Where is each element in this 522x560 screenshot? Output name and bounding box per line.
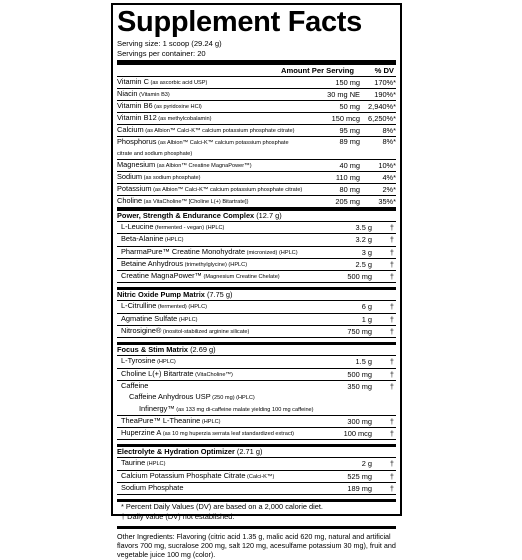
vitamin-row: [117, 113, 396, 125]
amount-header: Amount Per Serving: [281, 66, 354, 75]
ingredient-name-cell: [121, 234, 322, 245]
ingredient-row: [117, 222, 396, 234]
ingredient-name: Caffeine Anhydrous USP: [129, 392, 211, 402]
ingredient-row: [117, 314, 396, 326]
vitamin-note: (as Albion™ Calci-K™ calcium potassium phosphate citrate): [143, 128, 295, 134]
supplement-facts-panel: [111, 3, 402, 559]
ingredient-name-cell: [121, 314, 322, 325]
panel-title: Supplement Facts: [117, 6, 362, 38]
vitamin-name-cell: [117, 77, 304, 88]
vitamin-row: [117, 125, 396, 137]
vitamin-name: Vitamin C: [117, 77, 149, 86]
vitamin-amount: 30 mg NE: [327, 90, 360, 99]
vitamin-amount: 150 mcg: [331, 114, 360, 123]
vitamin-dv: 35%*: [378, 197, 396, 206]
ingredient-note: (HPLC): [177, 316, 198, 323]
ingredient-amount: 6 g: [361, 302, 372, 312]
vitamin-name-cell: [117, 113, 304, 124]
vitamin-row: [117, 89, 396, 101]
ingredient-dv: †: [389, 484, 394, 494]
vitamin-amount: 50 mg: [339, 102, 360, 111]
ingredient-name: L-Citrulline: [121, 301, 157, 311]
ingredient-name: Agmatine Sulfate: [121, 313, 178, 323]
ingredient-name-cell: [121, 247, 322, 258]
ingredient-row: [117, 416, 396, 428]
vitamin-row: [117, 101, 396, 113]
ingredient-dv: †: [389, 314, 394, 324]
vitamin-amount: 150 mg: [335, 78, 360, 87]
ingredient-name-cell: [121, 356, 322, 367]
section-title: [117, 345, 396, 356]
vitamin-row: [117, 172, 396, 184]
ingredient-name-cell: [121, 483, 322, 494]
servings-per-container: Servings per container: 20: [117, 49, 206, 58]
section-title: [117, 211, 396, 222]
vitamin-name: Phosphorus: [117, 137, 157, 146]
ingredient-note: (fermented - vegan) (HPLC): [153, 225, 225, 231]
ingredient-note: (HPLC): [200, 418, 221, 425]
ingredient-dv: †: [389, 459, 394, 469]
dv-header: % DV: [374, 66, 394, 75]
ingredient-dv: †: [389, 327, 394, 337]
vitamin-dv: 6,250%*: [368, 114, 396, 123]
ingredient-note: (Magnesium Creatine Chelate): [201, 274, 280, 281]
ingredient-name-cell: [121, 381, 322, 392]
ingredient-dv: †: [389, 235, 394, 245]
ingredient-name: Calcium Potassium Phosphate Citrate: [121, 470, 246, 480]
vitamin-note: (as methylcobalamin): [156, 116, 212, 122]
ingredient-name-cell: [121, 301, 322, 312]
ingredient-dv: †: [389, 223, 394, 232]
ingredient-name-cell: [121, 222, 322, 233]
ingredient-dv: †: [389, 357, 394, 367]
ingredient-amount: 1 g: [361, 314, 372, 324]
vitamin-name-cell: [117, 196, 304, 207]
ingredient-dv: †: [389, 302, 394, 312]
ingredient-amount: 525 mg: [347, 471, 372, 481]
vitamin-amount: 40 mg: [339, 161, 360, 170]
ingredient-name-cell: [121, 458, 322, 469]
ingredient-amount: 100 mcg: [343, 429, 372, 439]
ingredient-row: [117, 381, 396, 392]
vitamin-note: (as Albion™ Calci-K™ calcium potassium phosphate citrate and sodium phosphate): [117, 140, 289, 157]
ingredient-note: (Calci-K™): [245, 473, 275, 480]
vitamin-note: (Vitamin B3): [137, 92, 170, 98]
ingredient-name: Choline L(+) Bitartrate: [121, 368, 194, 378]
section-name: Power, Strength & Endurance Complex: [117, 211, 255, 220]
ingredient-note: (trimethylglycine) (HPLC): [183, 261, 248, 268]
vitamin-name: Magnesium: [117, 160, 156, 169]
vitamin-list: [117, 77, 396, 208]
ingredient-row: [117, 326, 396, 338]
serving-size: Serving size: 1 scoop (29.24 g): [117, 39, 222, 48]
ingredient-name-cell: [121, 416, 322, 427]
vitamin-name: Calcium: [117, 125, 144, 134]
ingredient-dv: †: [389, 416, 394, 426]
vitamin-note: (as Albion™ Creatine MagnaPower™): [155, 163, 252, 169]
ingredient-row: [117, 247, 396, 259]
vitamin-name: Potassium: [117, 184, 152, 193]
vitamin-name-cell: [117, 125, 304, 136]
ingredient-name-cell: [121, 428, 322, 439]
ingredient-row: [117, 471, 396, 483]
ingredient-name: Betaine Anhydrous: [121, 258, 184, 268]
vitamin-dv: 8%*: [382, 137, 396, 146]
ingredient-note: (HPLC): [145, 461, 166, 468]
vitamin-note: (as Albion™ Calci-K™ calcium potassium phosphate citrate): [151, 187, 303, 193]
other-divider: [117, 526, 396, 529]
vitamin-note: (as pyridoxine HCl): [152, 104, 202, 110]
ingredient-name-cell: [121, 326, 322, 337]
vitamin-name: Sodium: [117, 172, 143, 181]
vitamin-dv: 8%*: [382, 126, 396, 135]
ingredient-note: (fermented) (HPLC): [156, 304, 207, 311]
vitamin-row: [117, 196, 396, 208]
footnote-dagger: † Daily value (DV) not established.: [121, 512, 235, 522]
ingredient-dv: †: [389, 429, 394, 439]
section-weight: (7.75 g): [204, 290, 233, 300]
ingredient-row: [117, 404, 396, 416]
vitamin-dv: 170%*: [374, 78, 396, 87]
ingredient-amount: 1.5 g: [355, 357, 372, 367]
ingredient-dv: †: [389, 381, 394, 391]
ingredient-name: Nitrosigine®: [121, 326, 162, 336]
vitamin-row: [117, 184, 396, 196]
ingredient-dv: †: [389, 259, 394, 269]
ingredient-row: [117, 234, 396, 246]
ingredient-amount: 2.5 g: [355, 259, 372, 269]
vitamin-name-cell: [117, 89, 304, 100]
section-title: [117, 447, 396, 458]
ingredient-note: (as 133 mg di-caffeine malate yielding 100 mg caffeine): [174, 406, 314, 413]
vitamin-note: (as VitaCholine™ [Choline L(+) Bitartrate]): [142, 199, 249, 205]
vitamin-name-cell: [117, 137, 304, 159]
ingredient-amount: 750 mg: [347, 327, 372, 337]
ingredient-row: [117, 356, 396, 368]
vitamin-amount: 89 mg: [339, 137, 360, 146]
other-ingredients: Other Ingredients: Flavoring (citric acid 1.35 g, malic acid 620 mg, natural and artificial flavors 700 mg, sucralose 200 mg, salt 120 mg, acesulfame potassium 30 mg), fruit and vegetable juice 100 mg (color).: [117, 532, 396, 559]
vitamin-name-cell: [117, 184, 304, 195]
ingredient-name-cell: [121, 392, 322, 403]
ingredient-name-cell: [121, 259, 322, 270]
vitamin-name-cell: [117, 101, 304, 112]
ingredient-amount: 500 mg: [347, 272, 372, 282]
ingredient-amount: 3.5 g: [355, 223, 372, 232]
ingredient-name-cell: [121, 404, 322, 415]
vitamin-name: Choline: [117, 196, 143, 205]
vitamin-amount: 95 mg: [339, 126, 360, 135]
ingredient-dv: †: [389, 471, 394, 481]
ingredient-name: Beta-Alanine: [121, 234, 164, 244]
ingredient-amount: 3.2 g: [355, 235, 372, 245]
ingredient-name: Sodium Phosphate: [121, 483, 184, 493]
vitamin-note: (as sodium phosphate): [142, 175, 201, 181]
vitamin-dv: 4%*: [382, 173, 396, 182]
ingredient-row: [117, 392, 396, 403]
ingredient-name: Taurine: [121, 458, 146, 468]
vitamin-name: Niacin: [117, 89, 138, 98]
footnote-dv: * Percent Daily Values (DV) are based on a 2,000 calorie diet.: [121, 502, 323, 512]
section-weight: (2.71 g): [234, 447, 263, 457]
ingredient-note: (250 mg) (HPLC): [210, 395, 255, 402]
vitamin-dv: 2,940%*: [368, 102, 396, 111]
section-weight: (2.69 g): [188, 345, 216, 355]
vitamin-name-cell: [117, 172, 304, 183]
vitamin-name-cell: [117, 160, 304, 171]
ingredient-note: (HPLC): [163, 237, 184, 244]
ingredient-row: [117, 271, 396, 283]
vitamin-row: [117, 160, 396, 172]
ingredient-row: [117, 301, 396, 313]
vitamin-dv: 190%*: [374, 90, 396, 99]
ingredient-amount: 350 mg: [347, 381, 372, 391]
ingredient-dv: †: [389, 247, 394, 257]
ingredient-note: (VitaCholine™): [193, 371, 233, 378]
ingredient-note: (HPLC): [155, 359, 176, 366]
ingredient-row: [117, 483, 396, 495]
ingredient-name: Infinergy™: [139, 403, 175, 413]
ingredient-dv: †: [389, 272, 394, 282]
vitamin-name: Vitamin B6: [117, 101, 153, 110]
ingredient-name: L-Leucine: [121, 222, 154, 231]
ingredient-name: Caffeine: [121, 380, 149, 390]
ingredient-name-cell: [121, 471, 322, 482]
vitamin-amount: 110 mg: [335, 173, 360, 182]
ingredient-row: [117, 458, 396, 470]
vitamin-amount: 80 mg: [339, 185, 360, 194]
vitamin-row: [117, 77, 396, 89]
ingredient-name-cell: [121, 271, 322, 282]
ingredient-row: [117, 259, 396, 271]
ingredient-name: Huperzine A: [121, 428, 162, 438]
ingredient-note: (inositol-stabilized arginine silicate): [161, 329, 250, 336]
vitamin-dv: 10%*: [378, 161, 396, 170]
vitamin-amount: 205 mg: [335, 197, 360, 206]
section-title: [117, 290, 396, 301]
vitamin-name: Vitamin B12: [117, 113, 157, 122]
column-header: [117, 65, 396, 77]
vitamin-note: (as ascorbic acid USP): [148, 80, 208, 86]
ingredient-row: [117, 428, 396, 440]
vitamin-dv: 2%*: [382, 185, 396, 194]
ingredient-name: TheaPure™ L-Theanine: [121, 415, 201, 425]
vitamin-row: [117, 137, 396, 160]
ingredient-name: Creatine MagnaPower™: [121, 271, 202, 281]
section-name: Electrolyte & Hydration Optimizer: [117, 447, 235, 457]
section-weight: (12.7 g): [254, 211, 282, 220]
ingredient-amount: 300 mg: [347, 416, 372, 426]
section-name: Nitric Oxide Pump Matrix: [117, 290, 205, 300]
ingredient-name: L-Tyrosine: [121, 356, 156, 366]
ingredient-amount: 189 mg: [347, 484, 372, 494]
ingredient-note: (as 10 mg huperzia serrata leaf standardized extract): [161, 431, 295, 438]
ingredient-name: PharmaPure™ Creatine Monohydrate: [121, 246, 246, 256]
ingredient-amount: 500 mg: [347, 369, 372, 379]
ingredient-amount: 2 g: [361, 459, 372, 469]
ingredient-row: [117, 369, 396, 381]
ingredient-name-cell: [121, 369, 322, 380]
ingredient-dv: †: [389, 369, 394, 379]
ingredient-note: (micronized) (HPLC): [245, 249, 298, 256]
section-name: Focus & Stim Matrix: [117, 345, 189, 355]
blend-sections: [117, 208, 396, 499]
ingredient-amount: 3 g: [361, 247, 372, 257]
